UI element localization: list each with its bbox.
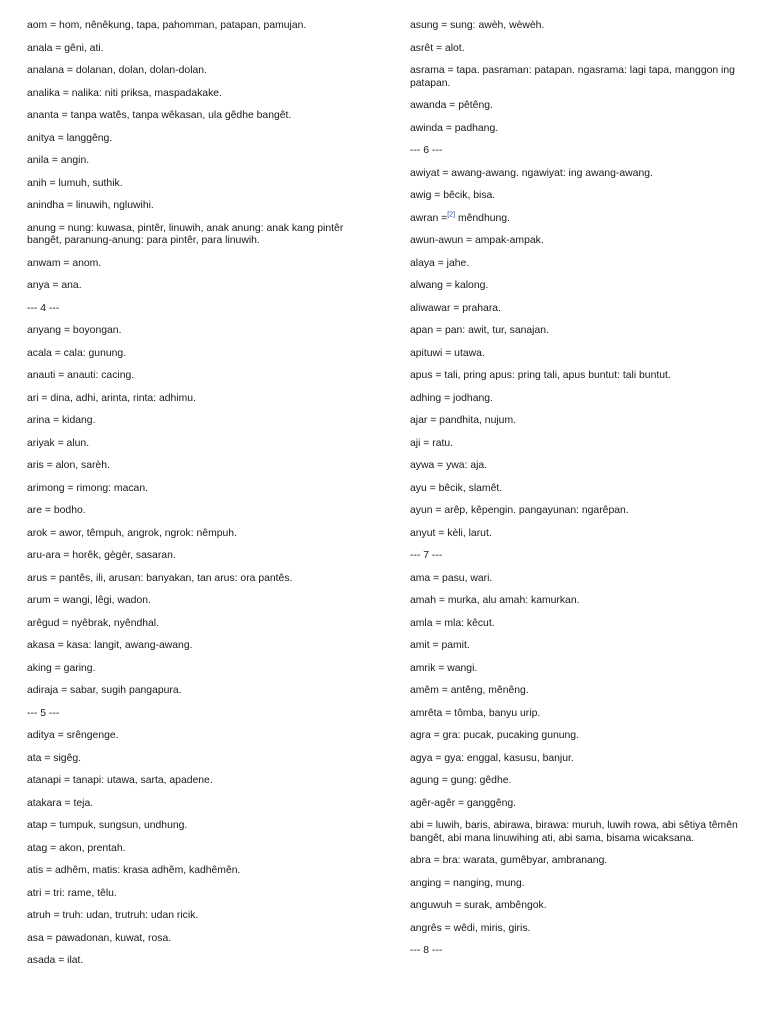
dictionary-entry: aking = garing. bbox=[27, 662, 96, 674]
dictionary-entry: ari = dina, adhi, arinta, rinta: adhimu. bbox=[27, 392, 196, 404]
dictionary-entry: awig = bêcik, bisa. bbox=[410, 190, 496, 201]
dictionary-entry: ananta = tanpa watês, tanpa wêkasan, ula gêdhe bangêt. bbox=[27, 110, 292, 121]
dictionary-entry: anih = lumuh, suthik. bbox=[27, 177, 123, 189]
dictionary-entry: abra = bra: warata, gumêbyar, ambranang. bbox=[410, 855, 608, 866]
dictionary-entry: aris = alon, sarèh. bbox=[27, 460, 110, 471]
dictionary-entry: are = bodho. bbox=[27, 505, 86, 516]
dictionary-entry: arina = kidang. bbox=[27, 415, 96, 426]
page-separator: --- 8 --- bbox=[410, 945, 443, 956]
page-separator: --- 6 --- bbox=[410, 145, 443, 156]
dictionary-entry: awinda = padhang. bbox=[410, 122, 499, 134]
dictionary-entry: arum = wangi, lêgi, wadon. bbox=[27, 595, 151, 606]
dictionary-entry: aditya = srêngenge. bbox=[27, 730, 119, 741]
dictionary-entry: atanapi = tanapi: utawa, sarta, apadene. bbox=[27, 775, 213, 786]
entry-text: mêndhung. bbox=[455, 212, 510, 224]
dictionary-entry: arok = awor, têmpuh, angrok, ngrok: nêmpuh. bbox=[27, 527, 237, 539]
footnote-link[interactable]: [2] bbox=[447, 211, 456, 219]
page-separator: --- 7 --- bbox=[410, 550, 443, 561]
dictionary-entry: amrik = wangi. bbox=[410, 662, 478, 674]
dictionary-entry-awran bbox=[410, 213, 748, 226]
dictionary-entry: anging = nanging, mung. bbox=[410, 877, 525, 889]
dictionary-entry: anya = ana. bbox=[27, 280, 82, 291]
dictionary-entry: amrêta = tômba, banyu urip. bbox=[410, 707, 541, 719]
dictionary-entry: aywa = ywa: aja. bbox=[410, 460, 488, 471]
dictionary-entry: arus = pantês, ili, arusan: banyakan, tan arus: ora pantês. bbox=[27, 572, 293, 584]
dictionary-entry: analana = dolanan, dolan, dolan-dolan. bbox=[27, 65, 207, 76]
right-column bbox=[410, 20, 748, 968]
dictionary-entry: apituwi = utawa. bbox=[410, 347, 485, 359]
dictionary-entry: amla = mla: kêcut. bbox=[410, 617, 495, 629]
dictionary-entry: awanda = pêtêng. bbox=[410, 100, 493, 111]
page-separator: --- 5 --- bbox=[27, 707, 60, 719]
dictionary-entry: analika = nalika: niti priksa, maspadakake. bbox=[27, 87, 222, 99]
dictionary-entry: anala = gêni, ati. bbox=[27, 42, 104, 54]
dictionary-entry: asrêt = alot. bbox=[410, 42, 465, 54]
dictionary-entry: amit = pamit. bbox=[410, 640, 470, 651]
dictionary-entry: anwam = anom. bbox=[27, 257, 102, 269]
dictionary-entry: anung = nung: kuwasa, pintêr, linuwih, anak anung: anak kang pintêr bangêt, paranung-anung: para pintêr, para linuwih. bbox=[27, 222, 344, 246]
dictionary-entry: asa = pawadonan, kuwat, rosa. bbox=[27, 932, 172, 944]
dictionary-entry: adhing = jodhang. bbox=[410, 392, 493, 404]
dictionary-entry: apan = pan: awit, tur, sanajan. bbox=[410, 325, 549, 336]
dictionary-entry: arêgud = nyêbrak, nyêndhal. bbox=[27, 617, 159, 629]
dictionary-entry: angrês = wêdi, miris, giris. bbox=[410, 922, 531, 934]
dictionary-entry: ajar = pandhita, nujum. bbox=[410, 415, 516, 426]
dictionary-entry: anitya = langgêng. bbox=[27, 132, 113, 144]
dictionary-entry: apus = tali, pring apus: pring tali, apus buntut: tali buntut. bbox=[410, 370, 671, 381]
page-separator: --- 4 --- bbox=[27, 302, 60, 314]
dictionary-entry: atakara = teja. bbox=[27, 797, 94, 809]
dictionary-entry: awiyat = awang-awang. ngawiyat: ing awang-awang. bbox=[410, 167, 653, 179]
dictionary-entry: anyut = kèli, larut. bbox=[410, 527, 492, 539]
dictionary-entry: ayu = bêcik, slamêt. bbox=[410, 482, 503, 494]
dictionary-entry: anila = angin. bbox=[27, 155, 90, 166]
dictionary-entry: asada = ilat. bbox=[27, 955, 84, 966]
dictionary-entry: abi = luwih, baris, abirawa, birawa: muruh, luwih rowa, abi sêtiya têmên bangêt, abi mana linuwihing ati, abi sama, bisama wicaksana. bbox=[410, 820, 738, 844]
dictionary-entry: atap = tumpuk, sungsun, undhung. bbox=[27, 820, 188, 831]
dictionary-entry: atri = tri: rame, têlu. bbox=[27, 887, 117, 899]
dictionary-entry: agra = gra: pucak, pucaking gunung. bbox=[410, 730, 579, 741]
dictionary-entry: aji = ratu. bbox=[410, 437, 454, 449]
dictionary-entry: agêr-agêr = ganggêng. bbox=[410, 797, 517, 809]
dictionary-entry: acala = cala: gunung. bbox=[27, 347, 127, 359]
dictionary-entry: alaya = jahe. bbox=[410, 257, 470, 269]
dictionary-entry: anauti = anauti: cacing. bbox=[27, 370, 135, 381]
dictionary-entry: akasa = kasa: langit, awang-awang. bbox=[27, 640, 193, 651]
dictionary-entry: asrama = tapa. pasraman: patapan. ngasrama: lagi tapa, manggon ing patapan. bbox=[410, 65, 735, 89]
dictionary-entry: atruh = truh: udan, trutruh: udan ricik. bbox=[27, 910, 199, 921]
dictionary-entry: amêm = antêng, mênêng. bbox=[410, 685, 529, 696]
dictionary-entry: adiraja = sabar, sugih pangapura. bbox=[27, 685, 182, 696]
dictionary-entry: ata = sigêg. bbox=[27, 752, 82, 764]
left-column bbox=[27, 20, 372, 978]
dictionary-entry: aru-ara = horêk, gègèr, sasaran. bbox=[27, 550, 176, 561]
entry-text: awran = bbox=[410, 212, 448, 224]
dictionary-entry: asung = sung: awèh, wèwèh. bbox=[410, 20, 545, 31]
dictionary-entry: atag = akon, prentah. bbox=[27, 842, 126, 854]
dictionary-entry: anguwuh = surak, ambêngok. bbox=[410, 900, 547, 911]
dictionary-entry: ayun = arêp, kêpengin. pangayunan: ngarêpan. bbox=[410, 505, 629, 516]
dictionary-entry: aliwawar = prahara. bbox=[410, 302, 501, 314]
dictionary-entry: amah = murka, alu amah: kamurkan. bbox=[410, 595, 580, 606]
dictionary-entry: arimong = rimong: macan. bbox=[27, 482, 148, 494]
dictionary-entry: agya = gya: enggal, kasusu, banjur. bbox=[410, 752, 574, 764]
dictionary-entry: alwang = kalong. bbox=[410, 280, 489, 291]
dictionary-entry: ama = pasu, wari. bbox=[410, 572, 493, 584]
dictionary-entry: atis = adhêm, matis: krasa adhêm, kadhêmên. bbox=[27, 865, 241, 876]
dictionary-entry: aom = hom, nênêkung, tapa, pahomman, patapan, pamujan. bbox=[27, 20, 307, 31]
dictionary-entry: anindha = linuwih, ngluwihi. bbox=[27, 200, 154, 211]
dictionary-entry: agung = gung: gêdhe. bbox=[410, 775, 512, 786]
dictionary-entry: anyang = boyongan. bbox=[27, 325, 122, 336]
dictionary-entry: ariyak = alun. bbox=[27, 437, 90, 449]
dictionary-entry: awun-awun = ampak-ampak. bbox=[410, 235, 544, 246]
